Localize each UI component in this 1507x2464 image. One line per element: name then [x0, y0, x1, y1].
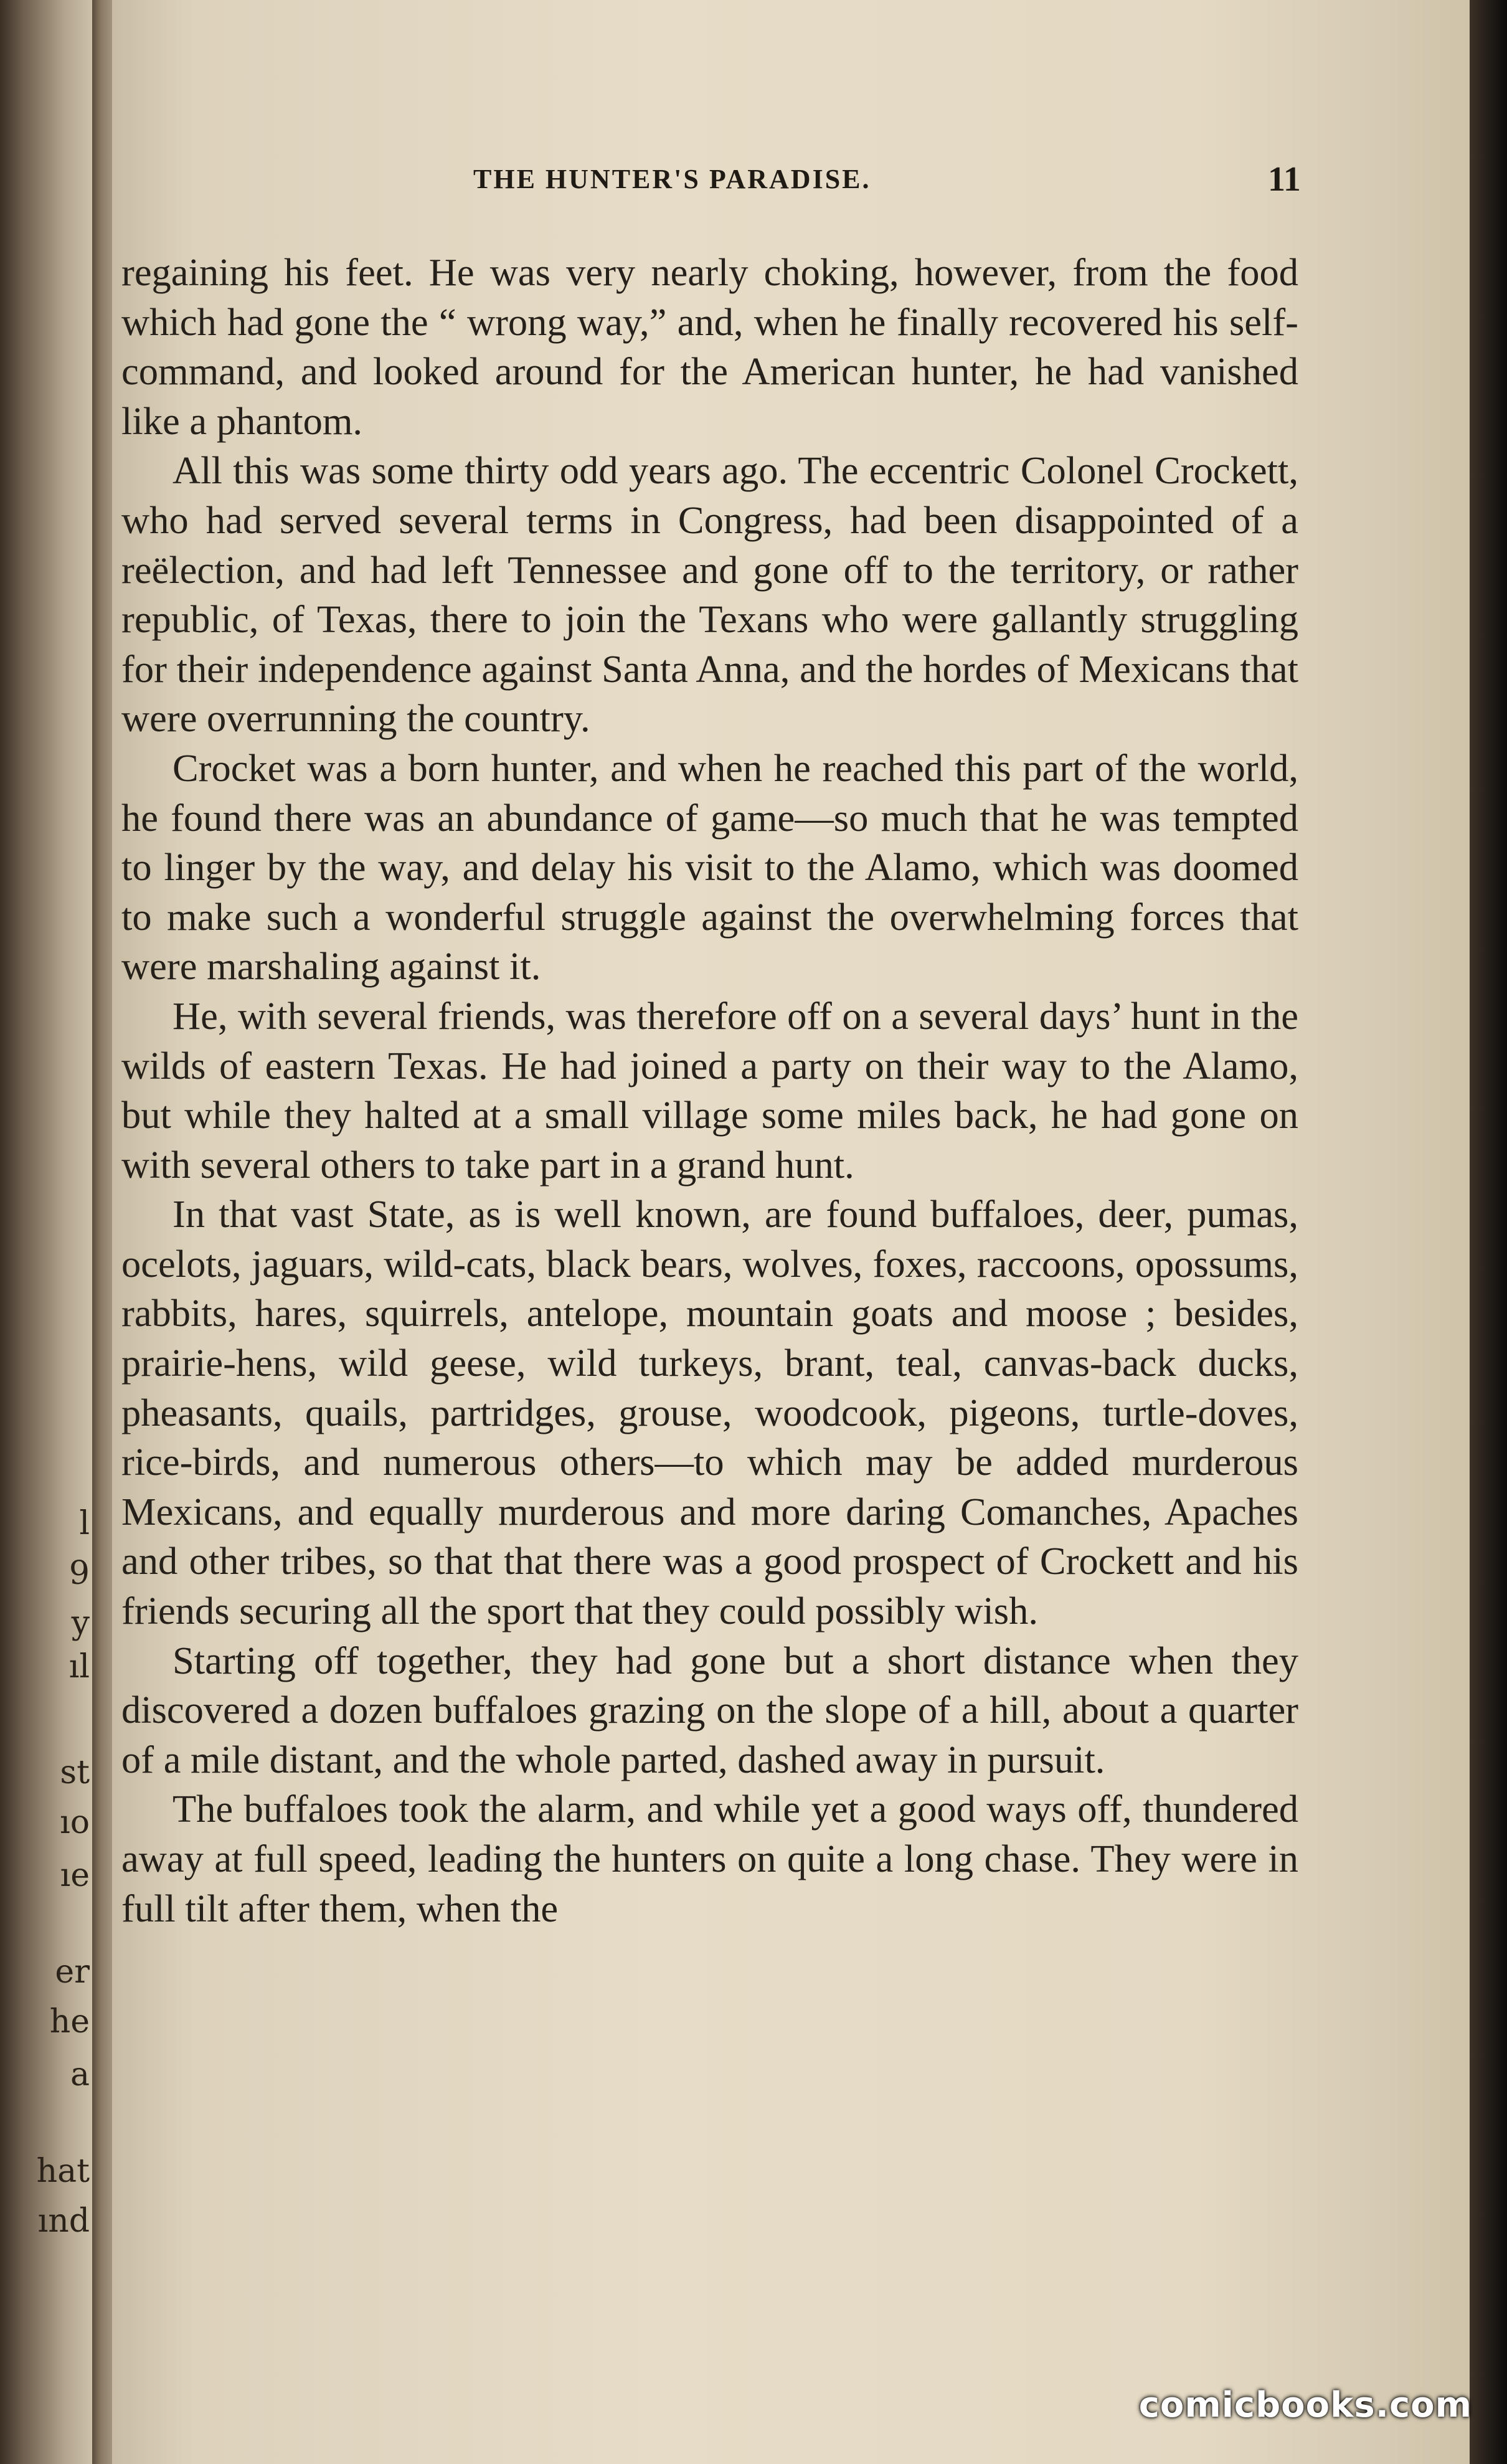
facing-page-text-fragment: ıe	[60, 1857, 90, 1894]
watermark: comicbooks.com	[1138, 2385, 1472, 2425]
page-right-edge-shadow	[1470, 0, 1507, 2464]
paragraph: He, with several friends, was therefore off on a several days’ hunt in the wilds of eastern Texas. He had joined a party on their way to the Alamo, but while they halted at a small village some miles back, he had gone on with several others to take part in a grand hunt.	[121, 993, 1298, 1187]
facing-page-text-fragment: he	[49, 2003, 90, 2040]
book-gutter	[92, 0, 115, 2464]
facing-page-text-fragment: st	[60, 1754, 90, 1791]
facing-page-text-fragment: hat	[36, 2153, 90, 2190]
paragraph: The buffaloes took the alarm, and while yet a good ways off, thundered away at full speed, leading the hunters on quite a long chase. They were in full tilt after them, when the	[121, 1787, 1298, 1930]
facing-page-text-fragment: ınd	[37, 2202, 90, 2240]
facing-page-text-fragment: y	[71, 1604, 90, 1642]
paragraph: All this was some thirty odd years ago. The eccentric Colonel Crockett, who had served several terms in Congress, had been disappointed of a reëlection, and had left Tennessee and gone off to the territory, or rather republic, of Texas, there to join the Texans who were gallantly struggling for their independence against Santa Anna, and the hordes of Mexicans that were overrunning the country.	[121, 448, 1298, 741]
running-title: THE HUNTER'S PARADISE.	[473, 164, 871, 194]
facing-page-text-fragment: l	[79, 1505, 90, 1542]
paragraph: Starting off together, they had gone but a short distance when they discovered a dozen buffaloes grazing on the slope of a hill, about a quarter of a mile distant, and the whole parted, dashed away in pursuit.	[121, 1638, 1298, 1781]
facing-page-text-fragment: ıo	[60, 1804, 90, 1841]
paragraph: In that vast State, as is well known, are found buffaloes, deer, pumas, ocelots, jaguars, wild-cats, black bears, wolves, foxes, raccoons, opossums, rabbits, hares, squirrels, antelope, mountain goats and moose ; besides, prairie-hens, wild geese, wild turkeys, brant, teal, canvas-back ducks, pheasants, quails, partridges, grouse, woodcook, pigeons, turtle-doves, rice-birds, and numerous others—to which may be added murderous Mexicans, and equally murderous and more daring Comanches, Apaches and other tribes, so that that there was a good prospect of Crockett and his friends securing all the sport that they could possibly wish.	[121, 1192, 1298, 1633]
facing-page-text-fragment: er	[55, 1953, 90, 1991]
facing-page-text-fragment: ıl	[68, 1648, 90, 1685]
paragraph: Crocket was a born hunter, and when he reached this part of the world, he found there was an abundance of game—so much that he was tempted to linger by the way, and delay his visit to the Alamo, which was doomed to make such a wonderful struggle against the overwhelming forces that were marshaling against it.	[121, 746, 1298, 988]
body-text	[121, 248, 1298, 1933]
facing-page-text-fragment: 9	[68, 1555, 90, 1592]
page-number: 11	[1268, 160, 1301, 199]
facing-page-text-fragment: a	[70, 2056, 90, 2093]
facing-page-edge	[0, 0, 93, 2464]
paragraph: regaining his feet. He was very nearly choking, however, from the food which had gone the “ wrong way,” and, when he finally recovered his self-command, and looked around for the American hunter, he had vanished like a phantom.	[121, 250, 1298, 443]
